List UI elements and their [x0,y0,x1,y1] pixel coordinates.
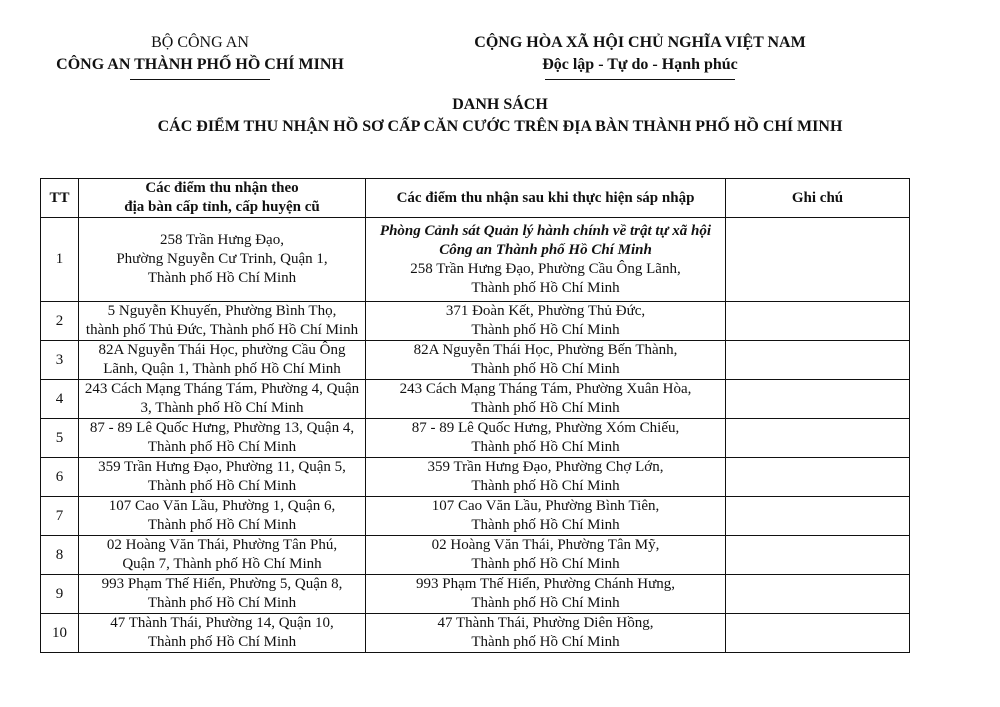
row-number: 8 [41,536,79,575]
new-location-line: 87 - 89 Lê Quốc Hưng, Phường Xóm Chiếu, [411,420,680,436]
new-location-line: Thành phố Hồ Chí Minh [471,322,620,338]
row-number: 6 [41,458,79,497]
header-old-line-1: Các điểm thu nhận theo [145,180,299,196]
new-location-line: 107 Cao Văn Lầu, Phường Bình Tiên, [431,498,660,514]
old-location [79,458,366,497]
new-location-line: 993 Phạm Thế Hiển, Phường Chánh Hưng, [416,576,675,592]
country-name: CỘNG HÒA XÃ HỘI CHỦ NGHĨA VIỆT NAM [474,34,806,51]
old-location-line: 5 Nguyễn Khuyến, Phường Bình Thọ, [107,303,337,319]
new-location [366,380,726,419]
note-cell [726,575,910,614]
old-location-line: Thành phố Hồ Chí Minh [147,439,297,455]
new-location-line: 371 Đoàn Kết, Phường Thủ Đức, [445,303,646,319]
old-location [79,218,366,302]
old-location-line: 107 Cao Văn Lầu, Phường 1, Quận 6, [108,498,336,514]
old-location [79,575,366,614]
new-location [366,614,726,653]
new-location-line: Thành phố Hồ Chí Minh [471,556,620,572]
row-number: 2 [41,302,79,341]
old-location-line: Thành phố Hồ Chí Minh [147,478,297,494]
motto-underline [545,79,735,80]
old-location [79,614,366,653]
row-number: 3 [41,341,79,380]
new-location-office-line: Phòng Cảnh sát Quản lý hành chính về trật tự xã hội [379,222,712,239]
new-location-line: 243 Cách Mạng Tháng Tám, Phường Xuân Hòa, [399,381,692,397]
new-location [366,497,726,536]
old-location-line: Thành phố Hồ Chí Minh [147,270,297,286]
old-location-line: Thành phố Hồ Chí Minh [147,595,297,611]
old-location [79,302,366,341]
old-location-line: 87 - 89 Lê Quốc Hưng, Phường 13, Quận 4, [89,420,355,436]
table-row [41,419,910,458]
header-new-locations: Các điểm thu nhận sau khi thực hiện sáp nhập [366,179,726,218]
old-location [79,341,366,380]
table-row [41,218,910,302]
new-location-line: 47 Thành Thái, Phường Diên Hồng, [437,615,654,631]
header-old-locations [79,179,366,218]
new-location-office-line: Công an Thành phố Hồ Chí Minh [439,241,652,258]
new-location-line: Thành phố Hồ Chí Minh [471,634,620,650]
old-location-line: 82A Nguyễn Thái Học, phường Cầu Ông [98,342,346,358]
new-location-line: 359 Trần Hưng Đạo, Phường Chợ Lớn, [427,459,664,475]
new-location [366,302,726,341]
old-location-line: 47 Thành Thái, Phường 14, Quận 10, [110,615,334,631]
old-location [79,536,366,575]
locations-table [40,178,910,653]
table-header-row [41,179,910,218]
note-cell [726,614,910,653]
table-row [41,497,910,536]
old-location [79,380,366,419]
old-location-line: Lãnh, Quận 1, Thành phố Hồ Chí Minh [103,361,341,377]
new-location-line: Thành phố Hồ Chí Minh [471,361,620,377]
row-number: 9 [41,575,79,614]
table-row [41,458,910,497]
row-number: 10 [41,614,79,653]
table-body [41,218,910,653]
old-location-line: Thành phố Hồ Chí Minh [147,517,297,533]
table-row [41,302,910,341]
header-note: Ghi chú [726,179,910,218]
table-row [41,536,910,575]
old-location [79,419,366,458]
note-cell [726,497,910,536]
table-row [41,341,910,380]
new-location-line: 258 Trần Hưng Đạo, Phường Cầu Ông Lãnh, [410,260,681,277]
table-row [41,614,910,653]
row-number: 7 [41,497,79,536]
old-location-line: thành phố Thủ Đức, Thành phố Hồ Chí Minh [85,322,359,338]
national-header [430,32,850,80]
national-motto: Độc lập - Tự do - Hạnh phúc [542,56,738,73]
note-cell [726,218,910,302]
old-location-line: 258 Trần Hưng Đạo, [160,232,284,248]
old-location [79,497,366,536]
note-cell [726,380,910,419]
new-location [366,458,726,497]
old-location-line: Phường Nguyễn Cư Trinh, Quận 1, [116,251,328,267]
issuer-header [40,32,360,80]
old-location-line: 243 Cách Mạng Tháng Tám, Phường 4, Quận [84,381,360,397]
new-location-line: 02 Hoàng Văn Thái, Phường Tân Mỹ, [431,537,660,553]
new-location [366,419,726,458]
note-cell [726,302,910,341]
new-location-line: Thành phố Hồ Chí Minh [471,439,620,455]
new-location [366,218,726,302]
title-line-1: DANH SÁCH [452,96,548,113]
note-cell [726,458,910,497]
row-number: 1 [41,218,79,302]
new-location-line: 82A Nguyễn Thái Học, Phường Bến Thành, [413,342,678,358]
unit-name: CÔNG AN THÀNH PHỐ HỒ CHÍ MINH [56,56,344,73]
old-location-line: 3, Thành phố Hồ Chí Minh [140,400,304,416]
header-old-line-2: địa bàn cấp tỉnh, cấp huyện cũ [124,199,320,215]
note-cell [726,341,910,380]
title-line-2: CÁC ĐIỂM THU NHẬN HỒ SƠ CẤP CĂN CƯỚC TRÊN ĐỊA BÀN THÀNH PHỐ HỒ CHÍ MINH [157,118,843,135]
new-location [366,575,726,614]
issuer-underline [130,79,270,80]
new-location-line: Thành phố Hồ Chí Minh [471,517,620,533]
new-location-line: Thành phố Hồ Chí Minh [471,595,620,611]
document-title [0,94,1000,138]
new-location-line: Thành phố Hồ Chí Minh [471,279,620,296]
ministry-name: BỘ CÔNG AN [151,34,249,51]
old-location-line: 359 Trần Hưng Đạo, Phường 11, Quận 5, [98,459,346,475]
note-cell [726,536,910,575]
old-location-line: 993 Phạm Thế Hiển, Phường 5, Quận 8, [101,576,343,592]
new-location-line: Thành phố Hồ Chí Minh [471,400,620,416]
new-location [366,341,726,380]
table-row [41,380,910,419]
old-location-line: Thành phố Hồ Chí Minh [147,634,297,650]
row-number: 4 [41,380,79,419]
header-tt: TT [41,179,79,218]
old-location-line: Quận 7, Thành phố Hồ Chí Minh [122,556,322,572]
row-number: 5 [41,419,79,458]
note-cell [726,419,910,458]
table-row [41,575,910,614]
new-location [366,536,726,575]
new-location-line: Thành phố Hồ Chí Minh [471,478,620,494]
old-location-line: 02 Hoàng Văn Thái, Phường Tân Phú, [106,537,338,553]
